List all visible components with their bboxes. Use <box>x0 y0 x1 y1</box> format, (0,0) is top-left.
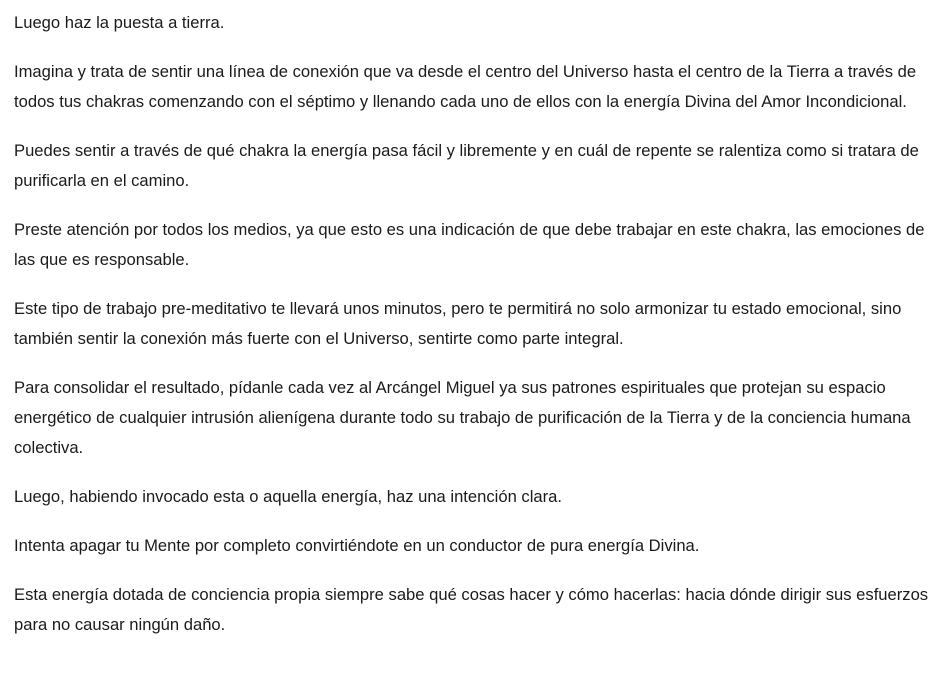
paragraph: Imagina y trata de sentir una línea de conexión que va desde el centro del Universo hasta el centro de la Tierra a través de todos tus chakras comenzando con el séptimo y llenando cada uno de ellos con la energía Divina del Amor Incondicional. <box>14 62 917 111</box>
paragraph: Luego, habiendo invocado esta o aquella energía, haz una intención clara. <box>14 487 563 506</box>
paragraph: Luego haz la puesta a tierra. <box>14 13 225 32</box>
article-body <box>14 8 932 659</box>
paragraph: Intenta apagar tu Mente por completo convirtiéndote en un conductor de pura energía Divina. <box>14 536 700 555</box>
paragraph: Preste atención por todos los medios, ya que esto es una indicación de que debe trabajar en este chakra, las emociones de las que es responsable. <box>14 220 925 269</box>
paragraph: Esta energía dotada de conciencia propia siempre sabe qué cosas hacer y cómo hacerlas: hacia dónde dirigir sus esfuerzos para no causar ningún daño. <box>14 585 929 634</box>
paragraph: Para consolidar el resultado, pídanle cada vez al Arcángel Miguel ya sus patrones espirituales que protejan su espacio energético de cualquier intrusión alienígena durante todo su trabajo de purificación de la Tierra y de la conciencia humana colectiva. <box>14 378 911 457</box>
paragraph: Puedes sentir a través de qué chakra la energía pasa fácil y libremente y en cuál de repente se ralentiza como si tratara de purificarla en el camino. <box>14 141 919 190</box>
paragraph: Este tipo de trabajo pre-meditativo te llevará unos minutos, pero te permitirá no solo armonizar tu estado emocional, sino también sentir la conexión más fuerte con el Universo, sentirte como parte integral. <box>14 299 902 348</box>
